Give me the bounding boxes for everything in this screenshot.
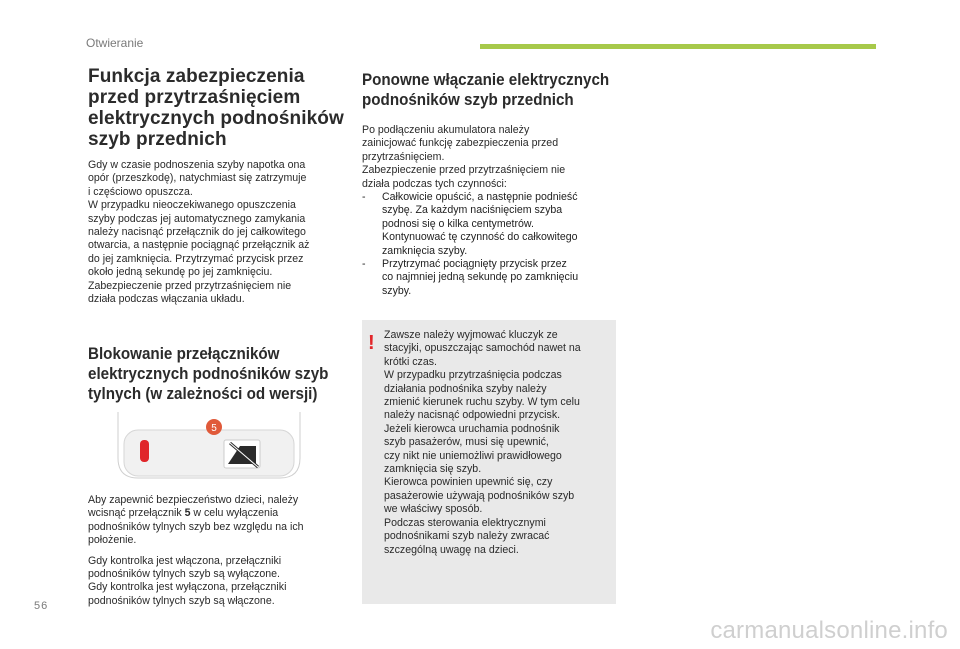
warning-box	[362, 320, 616, 604]
svg-text:5: 5	[211, 423, 217, 434]
right-column	[362, 66, 618, 298]
anti-pinch-title: Funkcja zabezpieczenia przed przytrzaśnięciem elektrycznych podnośników szyb przednich	[88, 66, 344, 150]
switch-number-ref: 5	[184, 507, 191, 520]
reinit-intro: Po podłączeniu akumulatora należy zainicjować funkcję zabezpieczenia przed przytrzaśnięciem. Zabezpieczenie przed przytrzaśnięciem nie działa podczas tych czynności:	[362, 124, 566, 190]
indicator-light	[140, 440, 149, 462]
left-column	[88, 66, 344, 404]
child-lock-title: Blokowanie przełączników elektrycznych podnośników szyb tylnych (w zależności od wersji)	[88, 345, 329, 404]
child-lock-paragraph: Aby zapewnić bezpieczeństwo dzieci, należy wcisnąć przełącznik 5 w celu wyłączenia podnośników tylnych szyb bez względu na ich położenie.	[88, 494, 304, 547]
reinit-title: Ponowne włączanie elektrycznych podnośników szyb przednich	[362, 71, 610, 109]
switch-illustration	[114, 412, 304, 492]
list-item: - Całkowicie opuścić, a następnie podnieść szybę. Za każdym naciśnięciem szyba podnosi się o kilka centymetrów. Kontynuować tę czynność do całkowitego zamknięcia szyby.	[362, 191, 578, 257]
warning-exclamation-icon: !	[368, 332, 375, 354]
window-lock-icon	[224, 440, 260, 468]
warning-text: Zawsze należy wyjmować kluczyk ze stacyjki, opuszczając samochód nawet na krótki czas. W przypadku przytrzaśnięcia podczas działania podnośnika szyby należy zmienić kierunek ruchu szyby. W tym celu należy nacisnąć odpowiedni przycisk. Jeżeli kierowca uruchamia podnośnik szyb pasażerów, musi się upewnić, czy nikt nie uniemożliwi prawidłowego zamknięcia się szyb. Kierowca powinien upewnić się, czy pasażerowie używają podnośników szyb we właściwy sposób. Podczas sterowania elektrycznymi podnośnikami szyb należy zwracać szczególną uwagę na dzieci.	[384, 329, 581, 556]
indicator-paragraph: Gdy kontrolka jest włączona, przełączniki podnośników tylnych szyb są wyłączone. Gdy kontrolka jest wyłączona, przełączniki podnośników tylnych szyb są włączone.	[88, 554, 287, 607]
left-lower-text	[88, 494, 348, 608]
anti-pinch-paragraph: Gdy w czasie podnoszenia szyby napotka ona opór (przeszkodę), natychmiast się zatrzymuje i częściowo opuszcza. W przypadku nieoczekiwanego opuszczenia szyby podczas jej automatycznego zamykania należy nacisnąć przełącznik do jej całkowitego otwarcia, a następnie pociągnąć przełącznik aż do jej zamknięcia. Przytrzymać przycisk przez około jedną sekundę po jej zamknięciu. Zabezpieczenie przed przytrzaśnięciem nie działa podczas włączania układu.	[88, 159, 310, 306]
watermark: carmanualsonline.info	[710, 617, 948, 644]
list-dash: -	[362, 191, 366, 204]
page-number: 56	[34, 600, 49, 612]
section-header: Otwieranie	[86, 36, 144, 50]
list-dash: -	[362, 258, 366, 271]
switch-number-badge	[206, 419, 222, 435]
list-item: - Przytrzymać pociągnięty przycisk przez co najmniej jedną sekundę po zamknięciu szyby.	[362, 258, 579, 297]
header-accent-bar	[480, 44, 876, 49]
